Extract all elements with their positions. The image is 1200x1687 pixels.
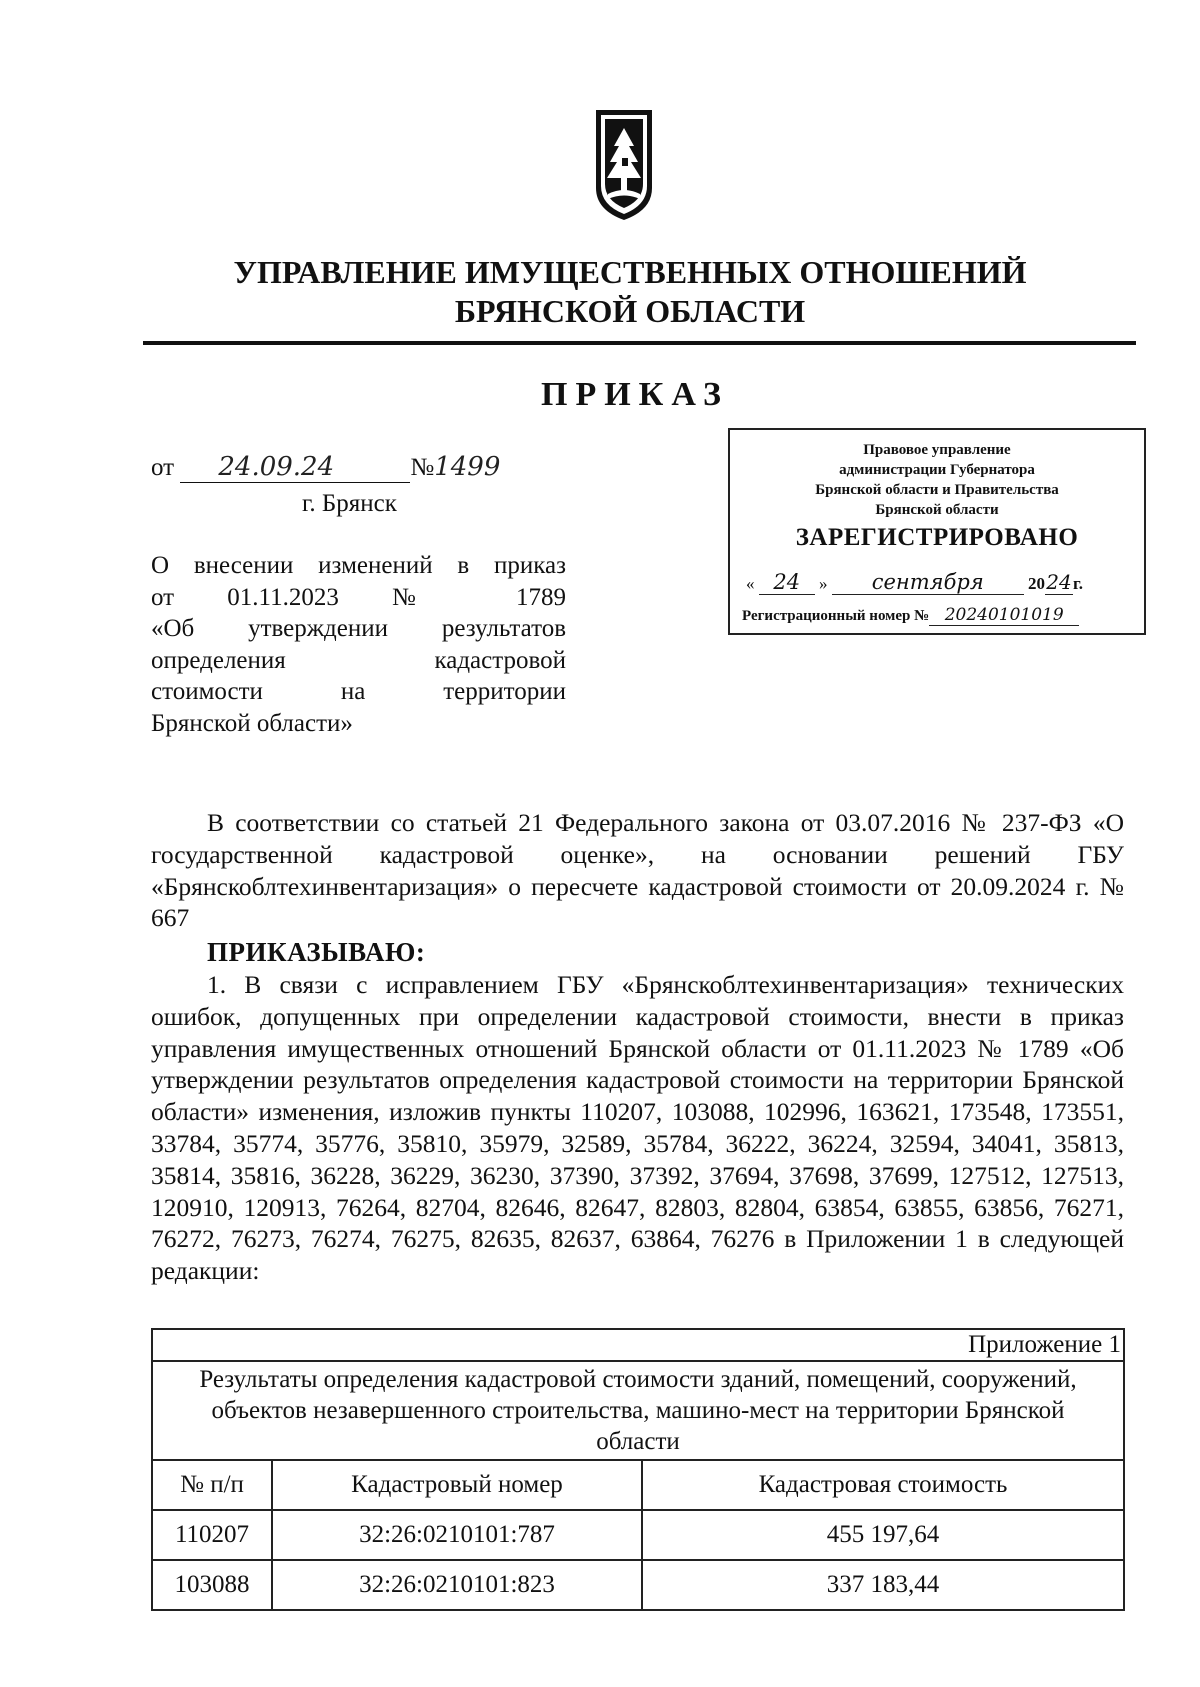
order-date-number-row <box>151 452 500 483</box>
cell-cadastral-value: 337 183,44 <box>642 1560 1124 1610</box>
coat-of-arms-icon <box>592 106 656 224</box>
stamp-registered-title: ЗАРЕГИСТРИРОВАНО <box>795 524 1079 551</box>
stamp-month-handwritten: сентября <box>832 570 1024 595</box>
column-header-cadastral-value: Кадастровая стоимость <box>642 1460 1124 1510</box>
cell-cadastral-number: 32:26:0210101:787 <box>272 1510 642 1560</box>
cell-cadastral-value: 455 197,64 <box>642 1510 1124 1560</box>
subject-line-last: Брянской области» <box>151 709 353 737</box>
order-item-1-paragraph: 1. В связи с исправлением ГБУ «Брянскоблтехинвентаризация» технических ошибок, допущенных при определении кадастровой стоимости, внести в приказ управления имущественных отношений Брянской области от 01.11.2023 № 1789 «Об утверждении результатов определения кадастровой стоимости на территории Брянской области» изменения, изложив пункты 110207, 103088, 102996, 163621, 173548, 173551, 33784, 35774, 35776, 35810, 35979, 32589, 35784, 36222, 36224, 32594, 34041, 35813, 35814, 35816, 36228, 36229, 36230, 37390, 37392, 37694, 37698, 37699, 127512, 127513, 120910, 120913, 76264, 82704, 82646, 82647, 82803, 82804, 63854, 63855, 63856, 76271, 76272, 76273, 76274, 76275, 82635, 82637, 63864, 76276 в Приложении 1 в следующей редакции: <box>151 970 1124 1286</box>
subject-line: стоимости на территории <box>151 678 566 705</box>
preamble-paragraph: В соответствии со статьей 21 Федерального закона от 03.07.2016 № 237-ФЗ «О государственной кадастровой оценке», на основании решений ГБУ «Брянскоблтехинвентаризация» о пересчете кадастровой стоимости от 20.09.2024 г. № 667 <box>151 808 1124 933</box>
order-number-handwritten: 1499 <box>434 452 501 482</box>
table-row <box>152 1560 1124 1610</box>
organization-title <box>140 253 1120 331</box>
city-label: г. Брянск <box>302 490 397 517</box>
stamp-org-line: Брянской области и Правительства <box>815 482 1059 498</box>
cell-cadastral-number: 32:26:0210101:823 <box>272 1560 642 1610</box>
organization-title-line1: УПРАВЛЕНИЕ ИМУЩЕСТВЕННЫХ ОТНОШЕНИЙ <box>233 254 1027 290</box>
from-label: от <box>151 454 175 481</box>
stamp-year-prefix: 20 <box>1028 574 1045 593</box>
stamp-registration-number-handwritten: 20240101019 <box>929 605 1079 626</box>
number-label: № <box>410 454 435 481</box>
stamp-year-handwritten: 24 <box>1046 570 1072 594</box>
registration-stamp <box>728 428 1146 635</box>
orders-heading: ПРИКАЗЫВАЮ: <box>207 937 426 967</box>
stamp-registration-row <box>742 605 1138 626</box>
subject-line: определения кадастровой <box>151 646 566 674</box>
column-header-number: № п/п <box>152 1460 272 1510</box>
annex-caption: Результаты определения кадастровой стоимости зданий, помещений, сооружений, объектов незавершенного строительства, машино-мест на территории Брянской области <box>152 1361 1124 1460</box>
annex-table <box>151 1328 1125 1611</box>
table-header-row <box>152 1460 1124 1510</box>
document-type-title: ПРИКАЗ <box>541 376 729 413</box>
stamp-year-suffix: г. <box>1073 574 1084 593</box>
subject-line: от 01.11.2023 № 1789 <box>151 583 566 611</box>
subject-line: «Об утверждении результатов <box>151 615 566 642</box>
stamp-day-handwritten: 24 <box>759 570 815 595</box>
annex-label: Приложение 1 <box>152 1329 1124 1361</box>
cell-number: 103088 <box>152 1560 272 1610</box>
table-row <box>152 1510 1124 1560</box>
column-header-cadastral-number: Кадастровый номер <box>272 1460 642 1510</box>
order-date-handwritten: 24.09.24 <box>180 452 410 483</box>
stamp-org-line: Правовое управление <box>863 442 1011 458</box>
cell-number: 110207 <box>152 1510 272 1560</box>
stamp-registration-label: Регистрационный номер № <box>742 608 930 624</box>
stamp-org-line: Брянской области <box>875 502 999 518</box>
order-subject <box>151 550 566 739</box>
subject-line: О внесении изменений в приказ <box>151 552 566 579</box>
stamp-date-row <box>746 570 1136 595</box>
stamp-open-quote: « <box>746 574 755 593</box>
stamp-org-line: администрации Губернатора <box>839 462 1035 478</box>
stamp-close-quote: » <box>819 574 828 593</box>
organization-title-line2: БРЯНСКОЙ ОБЛАСТИ <box>454 293 806 329</box>
header-divider <box>143 341 1136 345</box>
